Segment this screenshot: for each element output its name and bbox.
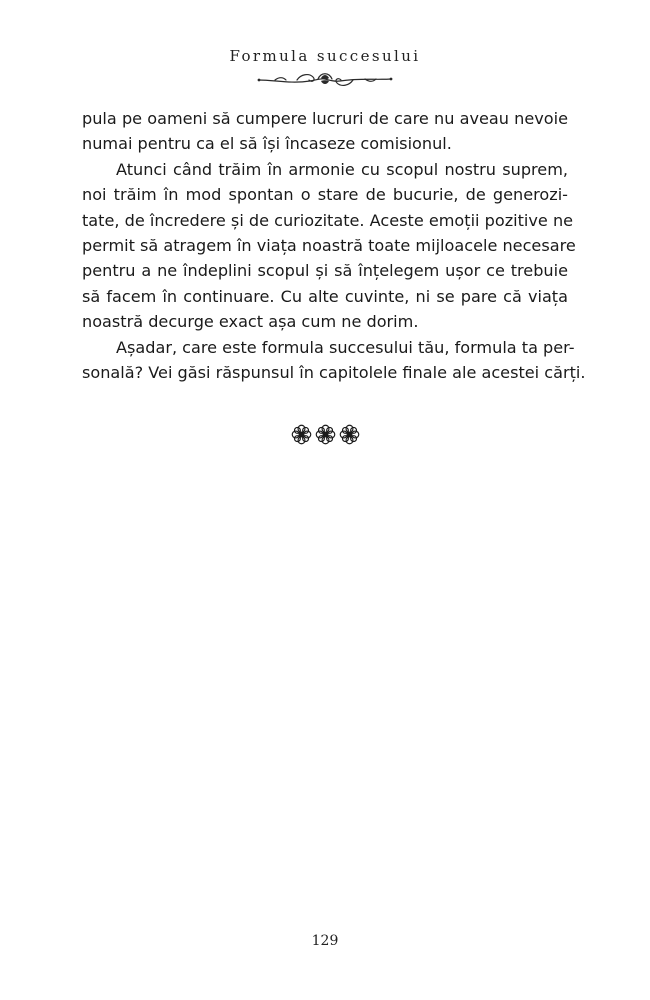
flower-ornament-icon	[291, 424, 312, 445]
text-line: Așadar, care este formula succesului tău, formula ta per-	[116, 337, 575, 357]
running-header-title: Formula succesului	[229, 47, 421, 65]
text-line: pentru a ne îndeplini scopul și să înțelegem ușor ce trebuie	[82, 261, 568, 281]
flower-ornament-icon	[339, 424, 360, 445]
text-line: pula pe oameni să cumpere lucruri de care nu aveau nevoie	[82, 109, 568, 128]
section-break	[0, 424, 650, 445]
text-line: permit să atragem în viața noastră toate mijloacele necesare	[82, 236, 576, 256]
page-number: 129	[311, 933, 339, 949]
text-line: să facem în continuare. Cu alte cuvinte, ni se pare că viața	[82, 286, 568, 306]
flower-ornament-icon	[315, 424, 336, 445]
text-line: sonală? Vei găsi răspunsul în capitolele finale ale acestei cărți.	[82, 363, 586, 383]
text-line: noi trăim în mod spontan o stare de bucurie, de generozi-	[82, 185, 568, 205]
text-line: tate, de încredere și de curiozitate. Aceste emoții pozitive ne	[82, 210, 574, 230]
text-line: Atunci când trăim în armonie cu scopul nostru suprem,	[116, 159, 568, 179]
flourish-divider-icon	[255, 68, 395, 90]
body-text	[82, 106, 586, 385]
text-line: noastră decurge exact așa cum ne dorim.	[82, 312, 419, 332]
text-line: numai pentru ca el să își încaseze comisionul.	[82, 134, 452, 154]
